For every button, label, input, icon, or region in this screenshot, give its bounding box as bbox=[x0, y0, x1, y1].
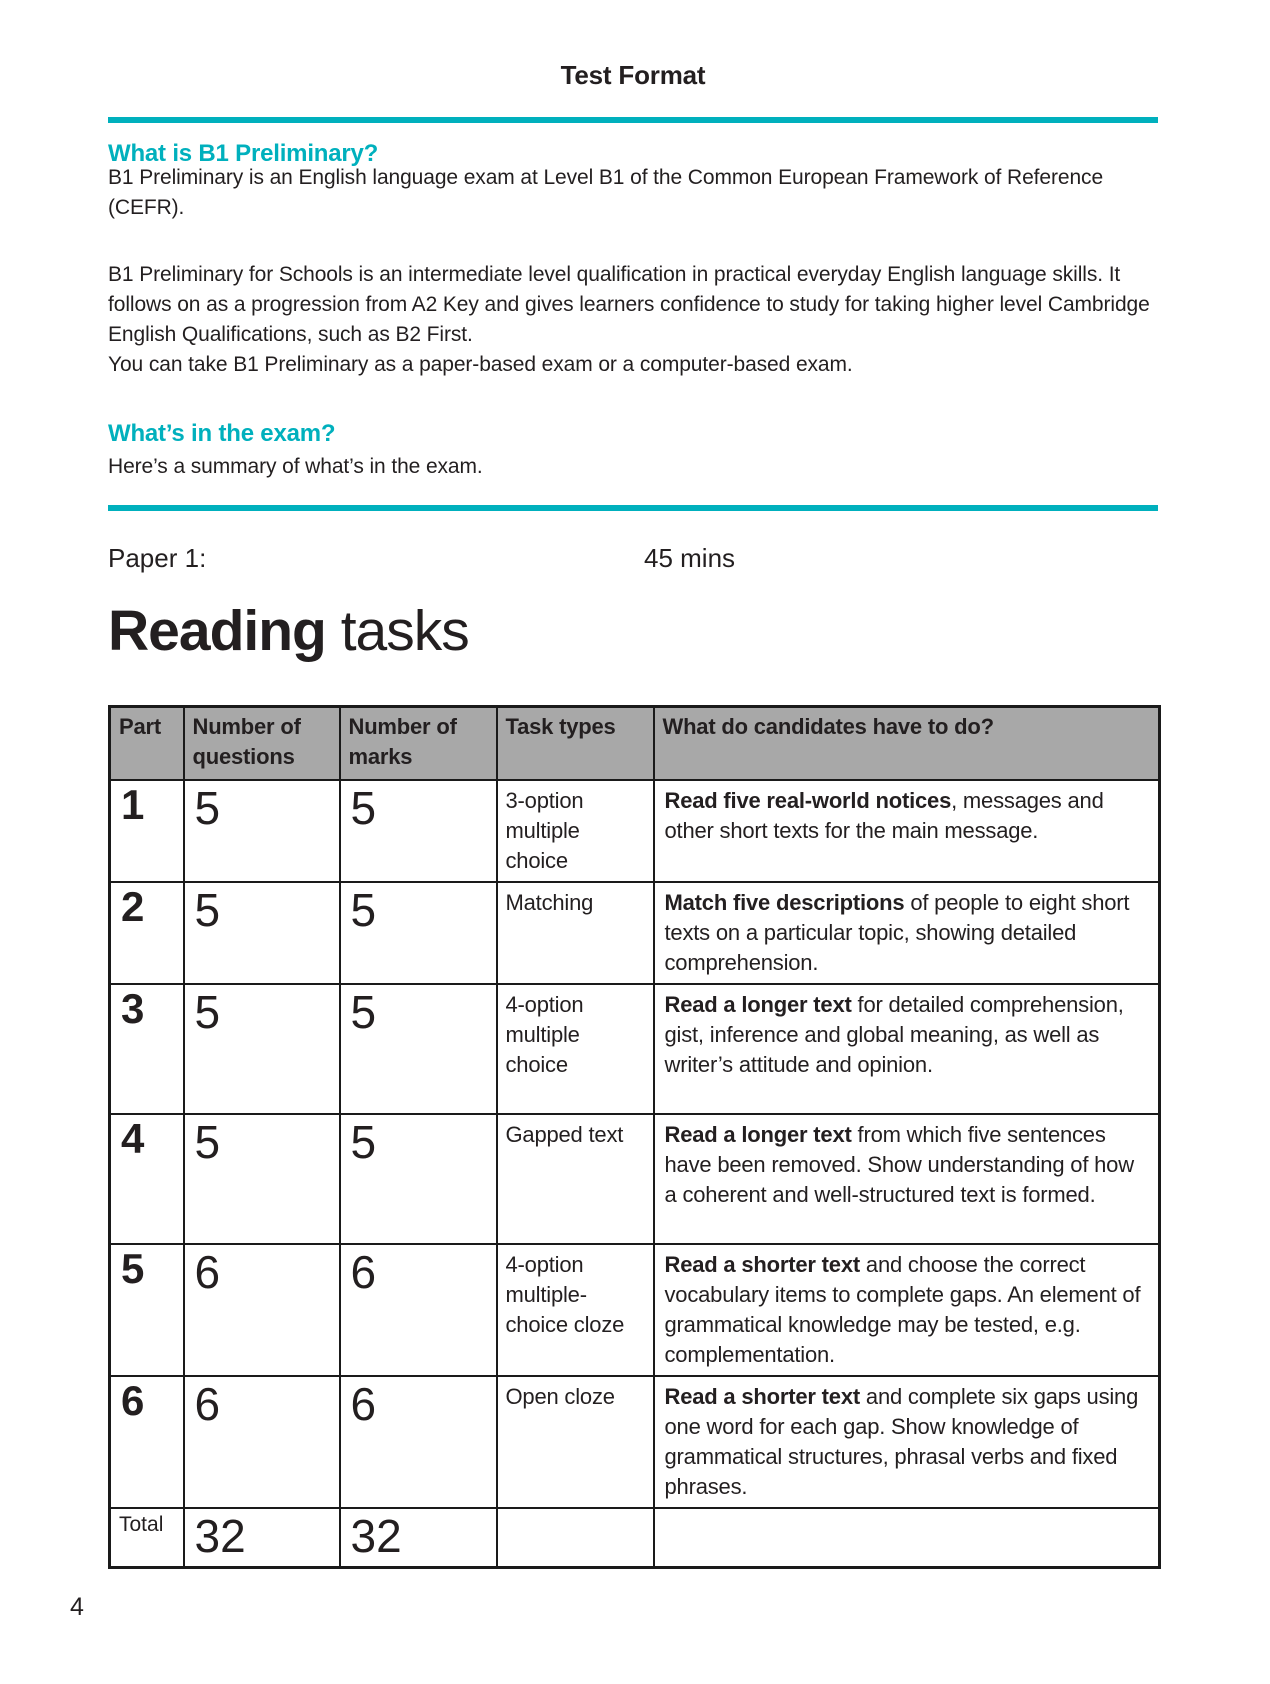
marks-count: 6 bbox=[340, 1244, 497, 1376]
header-number-of-marks: Number of marks bbox=[340, 707, 497, 780]
task-type: Open cloze bbox=[497, 1376, 654, 1508]
task-description-rest: for detailed comprehension, gist, inference and global meaning, as well as writer’s attitude and opinion. bbox=[664, 991, 1124, 1077]
task-description bbox=[654, 1376, 1160, 1508]
task-description-bold: Read five real-world notices bbox=[664, 787, 952, 813]
task-type: 4-option multiple choice bbox=[497, 984, 654, 1114]
table-row-part-2 bbox=[110, 882, 1160, 984]
marks-count: 5 bbox=[340, 984, 497, 1114]
marks-count: 6 bbox=[340, 1376, 497, 1508]
header-candidates-do: What do candidates have to do? bbox=[654, 707, 1160, 780]
task-description-rest: and complete six gaps using one word for each gap. Show knowledge of grammatical structures, phrasal verbs and fixed phrases. bbox=[664, 1383, 1139, 1499]
task-description bbox=[654, 1244, 1160, 1376]
reading-tasks-heading-regular: tasks bbox=[325, 599, 469, 663]
questions-count: 6 bbox=[184, 1376, 340, 1508]
task-type: 3-option multiple choice bbox=[497, 780, 654, 882]
task-description-bold: Read a shorter text bbox=[664, 1251, 860, 1277]
questions-count: 5 bbox=[184, 984, 340, 1114]
header-task-types: Task types bbox=[497, 707, 654, 780]
table-row-total bbox=[110, 1508, 1160, 1568]
paragraph-exam-summary: Here’s a summary of what’s in the exam. bbox=[108, 455, 483, 478]
paper-duration: 45 mins bbox=[644, 543, 736, 573]
total-label: Total bbox=[110, 1508, 184, 1568]
task-type: Gapped text bbox=[497, 1114, 654, 1244]
total-questions: 32 bbox=[184, 1508, 340, 1568]
total-tasktype-empty bbox=[497, 1508, 654, 1568]
task-type: Matching bbox=[497, 882, 654, 984]
part-number: 6 bbox=[110, 1376, 184, 1508]
questions-count: 5 bbox=[184, 1114, 340, 1244]
teal-divider-middle bbox=[108, 505, 1158, 511]
paragraph-b1-schools bbox=[108, 260, 1158, 380]
task-description-rest: , messages and other short texts for the main message. bbox=[664, 787, 1104, 843]
paper-label: Paper 1: bbox=[108, 543, 207, 573]
page-number: 4 bbox=[70, 1593, 84, 1621]
page-title: Test Format bbox=[560, 60, 706, 90]
heading-whats-in-exam: What’s in the exam? bbox=[108, 420, 336, 447]
header-part: Part bbox=[110, 707, 184, 780]
part-number: 4 bbox=[110, 1114, 184, 1244]
reading-tasks-heading-bold: Reading bbox=[108, 599, 326, 663]
paragraph-exam-modes: You can take B1 Preliminary as a paper-based exam or a computer-based exam. bbox=[108, 353, 853, 376]
table-row-part-5 bbox=[110, 1244, 1160, 1376]
task-description-rest: from which five sentences have been removed. Show understanding of how a coherent and well-structured text is formed. bbox=[664, 1121, 1134, 1207]
table-row-part-1 bbox=[110, 780, 1160, 882]
task-description-bold: Read a longer text bbox=[664, 991, 852, 1017]
part-number: 3 bbox=[110, 984, 184, 1114]
questions-count: 6 bbox=[184, 1244, 340, 1376]
table-row-part-3 bbox=[110, 984, 1160, 1114]
task-description bbox=[654, 780, 1160, 882]
marks-count: 5 bbox=[340, 882, 497, 984]
task-description bbox=[654, 1114, 1160, 1244]
task-description-bold: Read a shorter text bbox=[664, 1383, 860, 1409]
reading-tasks-table bbox=[108, 705, 1161, 1569]
task-description bbox=[654, 882, 1160, 984]
heading-what-is-b1: What is B1 Preliminary? bbox=[108, 140, 379, 167]
paper-info-row bbox=[108, 543, 1158, 574]
paragraph-b1-schools-text: B1 Preliminary for Schools is an intermediate level qualification in practical everyday English language skills. It follows on as a progression from A2 Key and gives learners confidence to study for taking higher level Cambridge English Qualifications, such as B2 First. bbox=[108, 263, 1150, 346]
part-number: 2 bbox=[110, 882, 184, 984]
paragraph-b1-intro: B1 Preliminary is an English language exam at Level B1 of the Common European Framework of Reference (CEFR). bbox=[108, 166, 1104, 219]
table-row-part-6 bbox=[110, 1376, 1160, 1508]
marks-count: 5 bbox=[340, 780, 497, 882]
task-description-bold: Match five descriptions bbox=[664, 889, 905, 915]
task-type: 4-option multiple-choice cloze bbox=[497, 1244, 654, 1376]
total-desc-empty bbox=[654, 1508, 1160, 1568]
reading-tasks-heading bbox=[108, 598, 469, 664]
task-description-rest: of people to eight short texts on a particular topic, showing detailed comprehension. bbox=[664, 889, 1130, 975]
part-number: 5 bbox=[110, 1244, 184, 1376]
total-marks: 32 bbox=[340, 1508, 497, 1568]
task-description-bold: Read a longer text bbox=[664, 1121, 852, 1147]
questions-count: 5 bbox=[184, 780, 340, 882]
teal-divider-top bbox=[108, 117, 1158, 123]
questions-count: 5 bbox=[184, 882, 340, 984]
part-number: 1 bbox=[110, 780, 184, 882]
table-row-part-4 bbox=[110, 1114, 1160, 1244]
header-number-of-questions: Number of questions bbox=[184, 707, 340, 780]
task-description bbox=[654, 984, 1160, 1114]
task-description-rest: and choose the correct vocabulary items to complete gaps. An element of grammatical knowledge may be tested, e.g. complementation. bbox=[664, 1251, 1141, 1367]
marks-count: 5 bbox=[340, 1114, 497, 1244]
table-header-row bbox=[110, 707, 1160, 780]
